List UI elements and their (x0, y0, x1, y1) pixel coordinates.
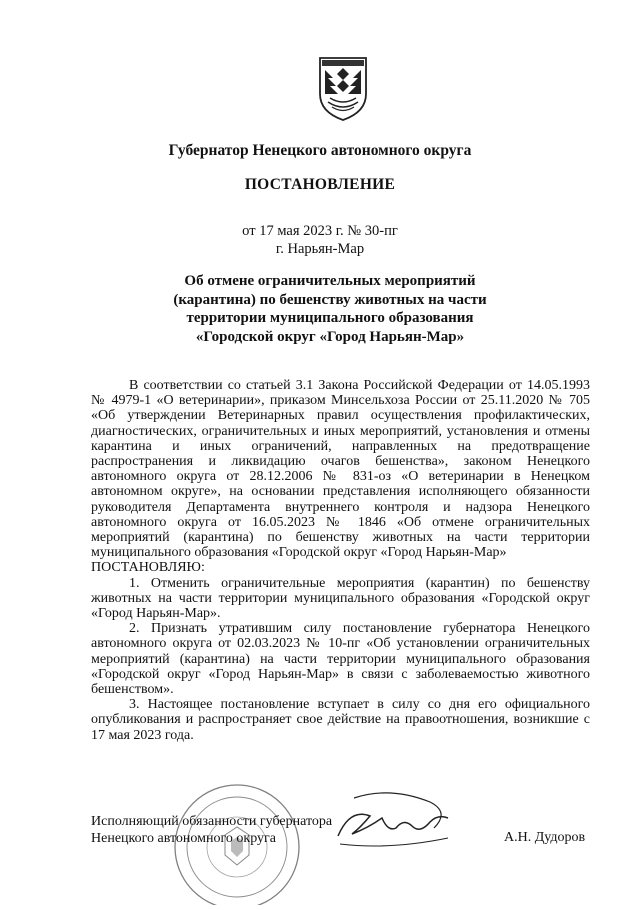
decree-word: ПОСТАНОВЛЯЮ: (91, 560, 205, 576)
decree-item-1: 1. Отменить ограничительные мероприятия (карантин) по бешенству животных на части территории муниципального образования «Городской округ «Город Нарьян-Мар». (91, 575, 590, 622)
handwritten-signature-icon (330, 788, 460, 858)
title-line: территории муниципального образования (186, 310, 474, 326)
governor-title: Губернатор Ненецкого автономного округа (168, 142, 472, 159)
document-type: ПОСТАНОВЛЕНИЕ (244, 176, 396, 193)
title-line: «Городской округ «Город Нарьян-Мар» (195, 328, 465, 345)
nenets-coat-of-arms-icon (316, 54, 370, 122)
title-line: (карантина) по бешенству животных на части (173, 291, 487, 308)
signatory-position (91, 813, 332, 847)
signatory-position-line1: Исполняющий обязанности губернатора (91, 814, 333, 829)
decree-item-2: 2. Признать утратившим силу постановление губернатора Ненецкого автономного округа от 02.03.2023 № 10-пг «Об установлении ограничительных мероприятий (карантина) на части территории муниципального образования «Городской округ «Город Нарьян-Мар» в связи с заболеваемостью животного бешенством». (91, 621, 590, 698)
signatory-name: А.Н. Дудоров (504, 830, 586, 845)
document-body (91, 378, 590, 743)
document-title (110, 272, 550, 346)
decree-item-3: 3. Настоящее постановление вступает в силу со дня его официального опубликования и распространяет свое действие на правоотношения, возникшие с 17 мая 2023 года. (91, 697, 590, 743)
document-date: от 17 мая 2023 г. № 30-пг (242, 223, 398, 239)
document-place: г. Нарьян-Мар (275, 241, 365, 257)
signatory-position-line2: Ненецкого автономного округа (91, 831, 276, 846)
title-line: Об отмене ограничительных мероприятий (184, 273, 476, 289)
preamble-paragraph: В соответствии со статьей 3.1 Закона Российской Федерации от 14.05.1993 № 4979-1 «О ветеринарии», приказом Минсельхоза России от 25.11.2020 № 705 «Об утверждении Ветеринарных правил осуществления профилактических, диагностических, ограничительных и иных мероприятий, установления и отмены карантина и иных ограничений, направленных на предотвращение распространения и ликвидацию очагов бешенства», законом Ненецкого автономного округа от 28.12.2006 № 831-оз «О ветеринарии в Ненецком автономном округе», на основании представления исполняющего обязанности руководителя Департамента внутреннего контроля и надзора Ненецкого автономного округа от 16.05.2023 № 1846 «Об отмене ограничительных мероприятий (карантина) по бешенству животных на части территории муниципального образования «Городской округ «Город Нарьян-Мар» (91, 378, 590, 561)
